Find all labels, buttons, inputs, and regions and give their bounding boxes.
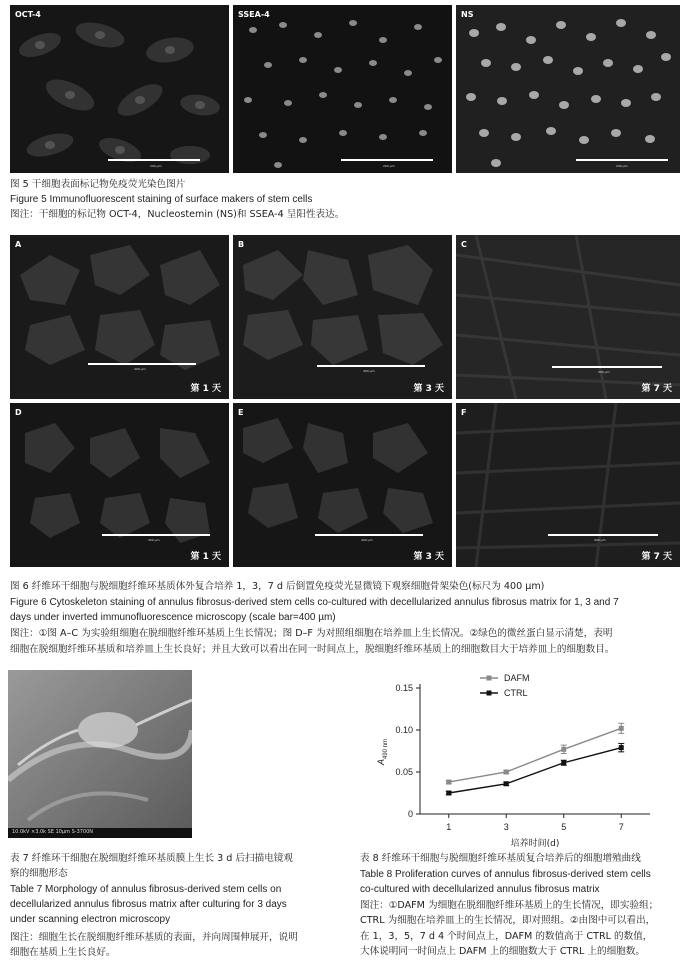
scale-bar-text: 200 µm: [616, 164, 628, 168]
table7-caption-cn-1: 表 7 纤维环干细胞在脱细胞纤维环基质膜上生长 3 d 后扫描电镜观: [10, 853, 293, 864]
scale-bar-text: 400 µm: [594, 538, 606, 542]
cytoskeleton-image: [10, 403, 229, 567]
scale-bar-text: 200 µm: [150, 164, 162, 168]
fig5-panel-ns: [456, 5, 680, 173]
legend-marker: [487, 691, 492, 696]
scale-bar: [548, 534, 658, 536]
day-label: 第 7 天: [641, 384, 672, 394]
table8-note-3: 在 1，3，5，7 d 4 个时间点上，DAFM 的数值高于 CTRL 的数值，: [360, 931, 653, 942]
table8-note-2: CTRL 为细胞在培养皿上的生长情况，即对照组。②由图中可以看出，: [360, 915, 656, 926]
table8-caption-en-2: co-cultured with decellularized annulus fibrosus matrix: [360, 884, 600, 895]
table7-note-2: 细胞在基质上生长良好。: [10, 947, 116, 958]
table8-caption-cn: 表 8 纤维环干细胞与脱细胞纤维环基质复合培养后的细胞增殖曲线: [360, 853, 641, 864]
scale-bar-text: 400 µm: [363, 369, 375, 373]
table8-caption-en-1: Table 8 Proliferation curves of annulus fibrosus-derived stem cells: [360, 869, 651, 880]
fig6-panel-d: [10, 403, 229, 567]
ns-fluorescence-image: [456, 5, 680, 173]
fig6-note-2: 细胞在脱细胞纤维环基质和培养皿上生长良好；并且大致可以看出在同一时间点上，脱细胞纤维环基质上的细胞数目大于培养皿上的细胞数目。: [10, 644, 615, 655]
scale-bar-text: 200 µm: [383, 164, 395, 168]
scale-bar: [315, 534, 423, 536]
scale-bar: [576, 159, 668, 161]
panel-label: D: [15, 408, 22, 417]
fig6-panel-b: [233, 235, 452, 399]
table7-caption-cn-2: 察的细胞形态: [10, 868, 68, 879]
data-point: [504, 781, 509, 786]
legend-marker: [487, 676, 492, 681]
day-label: 第 1 天: [190, 552, 221, 562]
x-tick-label: 5: [561, 822, 567, 832]
fig6-caption-en-2: days under inverted immunofluorescence microscopy (scale bar=400 µm): [10, 612, 336, 623]
legend-label: DAFM: [504, 673, 530, 683]
table7-note-1: 图注：细胞生长在脱细胞纤维环基质的表面，并向周围伸展开，说明: [10, 932, 298, 943]
data-point: [446, 780, 451, 785]
scale-bar: [552, 366, 662, 368]
panel-label: SSEA-4: [238, 10, 270, 19]
panel-label: F: [461, 408, 467, 417]
day-label: 第 3 天: [413, 384, 444, 394]
table8-note-4: 大体说明同一时间点上 DAFM 上的细胞数大于 CTRL 上的细胞数。: [360, 946, 646, 957]
sem-image-panel: [8, 670, 192, 838]
fig5-panel-ssea4: [233, 5, 452, 173]
cytoskeleton-image: [233, 403, 452, 567]
fig6-panel-e: [233, 403, 452, 567]
scale-bar: [317, 365, 425, 367]
scale-bar: [88, 363, 196, 365]
cytoskeleton-image: [456, 235, 680, 399]
scale-bar-text: 400 µm: [148, 538, 160, 542]
panel-label: C: [461, 240, 467, 249]
fig5-caption-cn: 图 5 干细胞表面标记物免疫荧光染色图片: [10, 179, 186, 190]
y-axis-label: A: [376, 758, 386, 765]
data-point: [561, 747, 566, 752]
scale-bar-text: 400 µm: [361, 538, 373, 542]
y-tick-label: 0.15: [395, 683, 413, 693]
scale-bar: [341, 159, 433, 161]
table7-caption-en-2: decellularized annulus fibrosus matrix after culturing for 3 days: [10, 899, 287, 910]
x-tick-label: 3: [503, 822, 509, 832]
fig5-note: 图注：干细胞的标记物 OCT-4，Nucleostemin (NS)和 SSEA-4 呈阳性表达。: [10, 209, 345, 220]
cytoskeleton-image: [233, 235, 452, 399]
panel-label: OCT-4: [15, 10, 41, 19]
cytoskeleton-image: [10, 235, 229, 399]
y-axis-label-subscript: 490 nm: [383, 738, 389, 759]
scale-bar: [108, 159, 200, 161]
scale-bar: [102, 534, 210, 536]
day-label: 第 1 天: [190, 384, 221, 394]
ssea4-fluorescence-image: [233, 5, 452, 173]
fig6-panel-c: [456, 235, 680, 399]
data-point: [619, 726, 624, 731]
table8-note-1: 图注：①DAFM 为细胞在脱细胞纤维环基质上的生长情况，即实验组；: [360, 900, 659, 911]
panel-label: E: [238, 408, 244, 417]
sem-image: [8, 670, 192, 838]
legend-label: CTRL: [504, 688, 528, 698]
data-point: [619, 745, 624, 750]
data-point: [561, 760, 566, 765]
sem-info-bar: 10.0kV ×3.0k SE 10µm S-3700N: [12, 829, 94, 835]
table7-caption-en-1: Table 7 Morphology of annulus fibrosus-derived stem cells on: [10, 884, 282, 895]
oct4-fluorescence-image: [10, 5, 229, 173]
x-tick-label: 1: [446, 822, 452, 832]
y-tick-label: 0.05: [395, 767, 413, 777]
x-axis-label: 培养时间(d): [510, 839, 560, 849]
y-tick-label: 0.10: [395, 725, 413, 735]
panel-label: NS: [461, 10, 474, 19]
fig6-panel-a: [10, 235, 229, 399]
proliferation-chart: [360, 664, 670, 854]
table7-caption-en-3: under scanning electron microscopy: [10, 914, 171, 925]
x-tick-label: 7: [618, 822, 624, 832]
data-point: [504, 770, 509, 775]
panel-label: B: [238, 240, 245, 249]
fig6-caption-cn: 图 6 纤维环干细胞与脱细胞纤维环基质体外复合培养 1，3，7 d 后倒置免疫荧光显微镜下观察细胞骨架染色(标尺为 400 µm): [10, 581, 545, 592]
series-line-dafm: [449, 728, 622, 782]
panel-label: A: [15, 240, 22, 249]
scale-bar-text: 400 µm: [134, 367, 146, 371]
fig6-note-1: 图注：①图 A–C 为实验组细胞在脱细胞纤维环基质上生长情况；图 D–F 为对照组细胞在培养皿上生长情况。②绿色的微丝蛋白显示清楚，表明: [10, 628, 613, 639]
day-label: 第 3 天: [413, 552, 444, 562]
series-line-ctrl: [449, 748, 622, 793]
scale-bar-text: 400 µm: [598, 370, 610, 374]
cytoskeleton-image: [456, 403, 680, 567]
fig6-caption-en-1: Figure 6 Cytoskeleton staining of annulus fibrosus-derived stem cells co-cultured with decellularized annulus fibrosus matrix for 1, 3 and 7: [10, 597, 619, 608]
y-tick-label: 0: [407, 809, 413, 819]
fig5-caption-en: Figure 5 Immunofluorescent staining of surface makers of stem cells: [10, 194, 313, 205]
day-label: 第 7 天: [641, 552, 672, 562]
fig6-panel-f: [456, 403, 680, 567]
data-point: [446, 791, 451, 796]
fig5-panel-oct4: [10, 5, 229, 173]
